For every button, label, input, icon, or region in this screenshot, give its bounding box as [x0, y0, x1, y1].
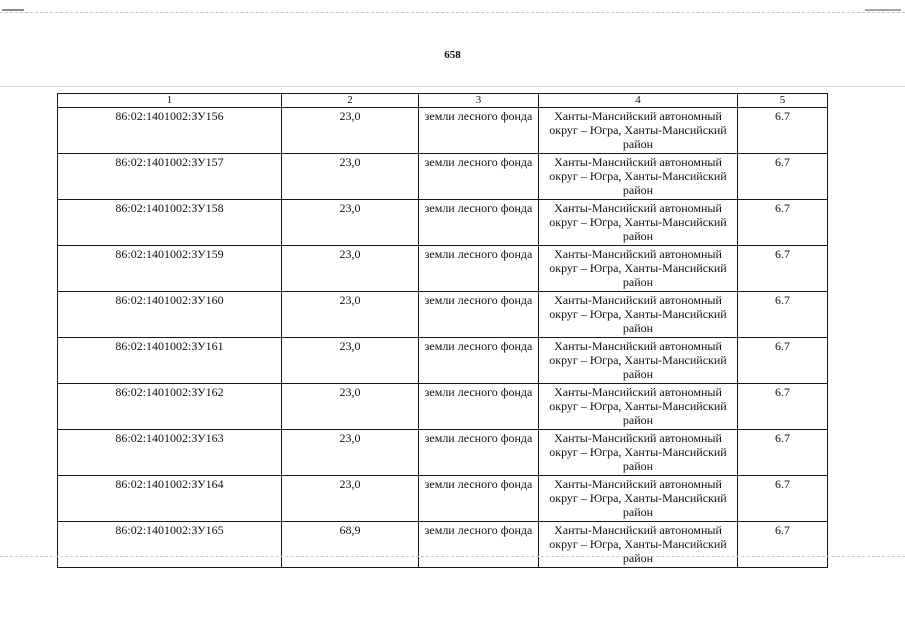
land-category-cell: земли лесного фонда: [419, 292, 539, 338]
location-cell: Ханты-Мансийский автономный округ – Югра, Ханты-Мансийский район: [539, 292, 738, 338]
location-cell: Ханты-Мансийский автономный округ – Югра, Ханты-Мансийский район: [539, 108, 738, 154]
area-cell: 23,0: [282, 246, 419, 292]
land-plots-table: [57, 93, 828, 568]
table-row: [58, 430, 828, 476]
land-category-cell: земли лесного фонда: [419, 384, 539, 430]
cadastral-number-cell: 86:02:1401002:ЗУ159: [58, 246, 282, 292]
column-header-4: 4: [539, 94, 738, 108]
column-header-1: 1: [58, 94, 282, 108]
table-header-row: [58, 94, 828, 108]
column-header-2: 2: [282, 94, 419, 108]
area-cell: 23,0: [282, 154, 419, 200]
scan-artifact-left: [2, 9, 24, 11]
cadastral-number-cell: 86:02:1401002:ЗУ156: [58, 108, 282, 154]
location-cell: Ханты-Мансийский автономный округ – Югра, Ханты-Мансийский район: [539, 430, 738, 476]
area-cell: 23,0: [282, 430, 419, 476]
land-category-cell: земли лесного фонда: [419, 522, 539, 568]
area-cell: 23,0: [282, 338, 419, 384]
reference-cell: 6.7: [738, 292, 828, 338]
cadastral-number-cell: 86:02:1401002:ЗУ160: [58, 292, 282, 338]
table-row: [58, 108, 828, 154]
column-header-3: 3: [419, 94, 539, 108]
land-category-cell: земли лесного фонда: [419, 338, 539, 384]
land-category-cell: земли лесного фонда: [419, 200, 539, 246]
reference-cell: 6.7: [738, 108, 828, 154]
table-row: [58, 476, 828, 522]
location-cell: Ханты-Мансийский автономный округ – Югра, Ханты-Мансийский район: [539, 384, 738, 430]
land-category-cell: земли лесного фонда: [419, 154, 539, 200]
area-cell: 23,0: [282, 476, 419, 522]
scan-artifact-right: [865, 9, 901, 11]
land-category-cell: земли лесного фонда: [419, 430, 539, 476]
location-cell: Ханты-Мансийский автономный округ – Югра, Ханты-Мансийский район: [539, 338, 738, 384]
reference-cell: 6.7: [738, 338, 828, 384]
location-cell: Ханты-Мансийский автономный округ – Югра, Ханты-Мансийский район: [539, 200, 738, 246]
table-row: [58, 338, 828, 384]
cadastral-number-cell: 86:02:1401002:ЗУ161: [58, 338, 282, 384]
table-row: [58, 200, 828, 246]
table-row: [58, 154, 828, 200]
location-cell: Ханты-Мансийский автономный округ – Югра, Ханты-Мансийский район: [539, 246, 738, 292]
reference-cell: 6.7: [738, 246, 828, 292]
cadastral-number-cell: 86:02:1401002:ЗУ164: [58, 476, 282, 522]
table-row: [58, 292, 828, 338]
cadastral-number-cell: 86:02:1401002:ЗУ165: [58, 522, 282, 568]
reference-cell: 6.7: [738, 154, 828, 200]
table-row: [58, 522, 828, 568]
cadastral-number-cell: 86:02:1401002:ЗУ163: [58, 430, 282, 476]
area-cell: 23,0: [282, 108, 419, 154]
area-cell: 68,9: [282, 522, 419, 568]
location-cell: Ханты-Мансийский автономный округ – Югра, Ханты-Мансийский район: [539, 522, 738, 568]
reference-cell: 6.7: [738, 476, 828, 522]
column-header-5: 5: [738, 94, 828, 108]
location-cell: Ханты-Мансийский автономный округ – Югра, Ханты-Мансийский район: [539, 476, 738, 522]
page-divider-top: [0, 86, 905, 87]
reference-cell: 6.7: [738, 522, 828, 568]
reference-cell: 6.7: [738, 430, 828, 476]
reference-cell: 6.7: [738, 200, 828, 246]
cadastral-number-cell: 86:02:1401002:ЗУ157: [58, 154, 282, 200]
table-row: [58, 384, 828, 430]
page-number: 658: [444, 49, 461, 61]
scan-artifact-top-line: [0, 12, 905, 13]
area-cell: 23,0: [282, 292, 419, 338]
cadastral-number-cell: 86:02:1401002:ЗУ158: [58, 200, 282, 246]
reference-cell: 6.7: [738, 384, 828, 430]
land-category-cell: земли лесного фонда: [419, 246, 539, 292]
land-category-cell: земли лесного фонда: [419, 108, 539, 154]
location-cell: Ханты-Мансийский автономный округ – Югра, Ханты-Мансийский район: [539, 154, 738, 200]
area-cell: 23,0: [282, 384, 419, 430]
table-row: [58, 246, 828, 292]
land-category-cell: земли лесного фонда: [419, 476, 539, 522]
area-cell: 23,0: [282, 200, 419, 246]
cadastral-number-cell: 86:02:1401002:ЗУ162: [58, 384, 282, 430]
page-divider-bottom: [0, 556, 905, 557]
